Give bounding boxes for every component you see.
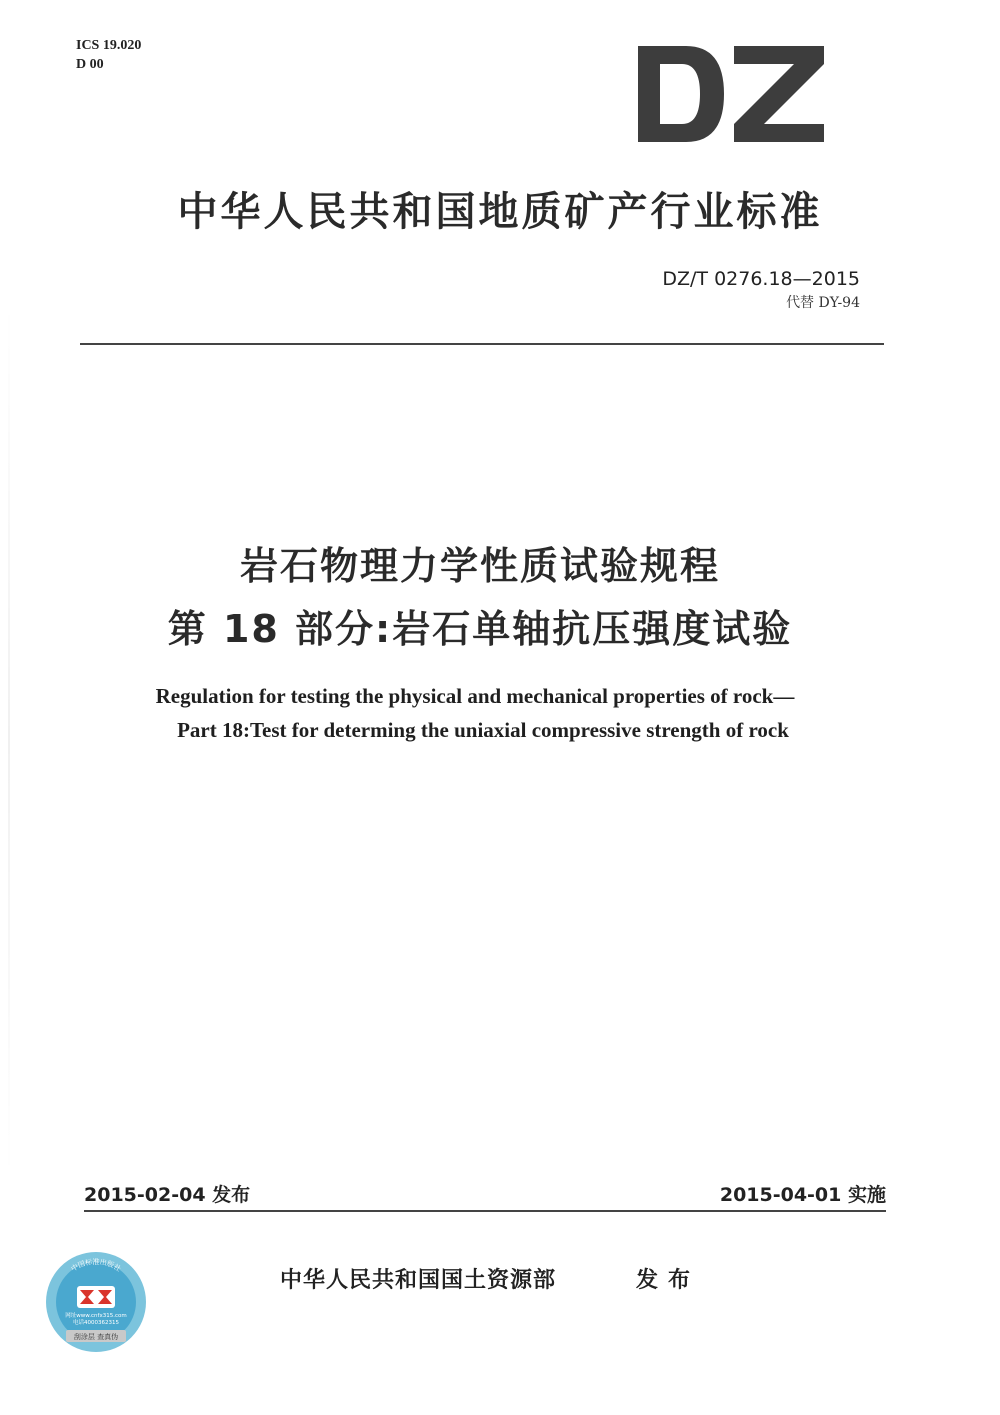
header-divider: [80, 343, 884, 345]
standard-category-title: 中华人民共和国地质矿产行业标准: [177, 189, 823, 235]
implementation-date: 2015-04-01 实施: [719, 1184, 886, 1206]
issue-date: 2015-02-04 发布: [84, 1184, 251, 1206]
issuing-authority: 中华人民共和国国土资源部: [280, 1268, 557, 1293]
seal-scratch-text: 刮涂层 查真伪: [73, 1333, 119, 1341]
seal-graphic: [44, 1250, 148, 1354]
seal-emblem-icon: [77, 1286, 115, 1308]
seal-arc-text: 中国标准出版社: [69, 1258, 123, 1274]
title-chinese-line1: 岩石物理力学性质试验规程: [239, 544, 720, 588]
title-chinese-line2: 第 18 部分:岩石单轴抗压强度试验: [167, 607, 793, 651]
classification-codes: [76, 36, 141, 74]
footer-divider: [84, 1210, 886, 1212]
dz-logo: [636, 44, 826, 144]
dz-logo-graphic: [636, 44, 826, 144]
replaces-standard: 代替 DY-94: [786, 295, 860, 311]
title-english-line2: Part 18:Test for determing the uniaxial compressive strength of rock: [177, 718, 789, 742]
standard-number: DZ/T 0276.18—2015: [662, 268, 860, 290]
issuing-label: 发布: [636, 1268, 701, 1293]
title-english-line1: Regulation for testing the physical and mechanical properties of rock—: [155, 684, 795, 708]
ics-code: ICS 19.020: [76, 38, 142, 53]
ccs-code: D 00: [76, 57, 104, 72]
anti-counterfeit-seal: [44, 1250, 148, 1354]
seal-website: 网址www.cnfx315.com: [65, 1313, 127, 1319]
seal-phone: 电话4000362315: [73, 1320, 119, 1326]
